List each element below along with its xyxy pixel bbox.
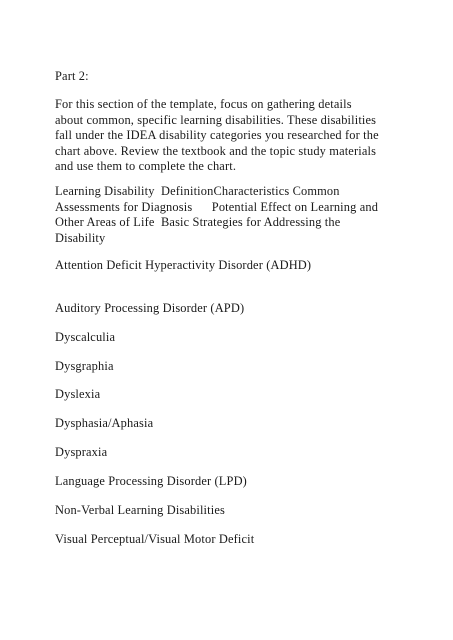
- chart-header: [55, 184, 400, 246]
- intro-line: chart above. Review the textbook and the topic study materials: [55, 143, 377, 158]
- part-title: [55, 69, 400, 85]
- disability-item: [55, 330, 400, 346]
- intro-line: and use them to complete the chart.: [55, 159, 237, 174]
- disability-label: Auditory Processing Disorder (APD): [55, 301, 245, 315]
- intro-paragraph: [55, 97, 400, 175]
- disability-label: Dyslexia: [55, 387, 101, 401]
- disability-item: [55, 445, 400, 461]
- disability-label: Dysgraphia: [55, 359, 114, 373]
- chart-header-line: Other Areas of Life Basic Strategies for Addressing the: [55, 215, 341, 230]
- disability-item: [55, 503, 400, 519]
- disability-label: Attention Deficit Hyperactivity Disorder (ADHD): [55, 258, 312, 272]
- disability-item: [55, 532, 400, 548]
- disability-item: [55, 258, 400, 274]
- intro-line: about common, specific learning disabilities. These disabilities: [55, 112, 377, 127]
- disability-label: Language Processing Disorder (LPD): [55, 474, 247, 488]
- chart-header-line: Disability: [55, 230, 106, 245]
- disability-item: [55, 359, 400, 375]
- disability-label: Dysphasia/Aphasia: [55, 416, 154, 430]
- intro-line: fall under the IDEA disability categories you researched for the: [55, 128, 379, 143]
- disability-label: Dyspraxia: [55, 445, 108, 459]
- disability-item: [55, 301, 400, 317]
- disability-item: [55, 474, 400, 490]
- intro-line: For this section of the template, focus on gathering details: [55, 97, 352, 111]
- disability-item: [55, 387, 400, 403]
- disability-label: Dyscalculia: [55, 330, 116, 344]
- part-title-text: Part 2:: [55, 69, 89, 83]
- disability-label: Non-Verbal Learning Disabilities: [55, 503, 225, 517]
- chart-header-line: Assessments for Diagnosis Potential Effect on Learning and: [55, 199, 379, 214]
- chart-header-line: Learning Disability DefinitionCharacteristics Common: [55, 184, 340, 198]
- disability-item: [55, 416, 400, 432]
- disability-label: Visual Perceptual/Visual Motor Deficit: [55, 532, 255, 546]
